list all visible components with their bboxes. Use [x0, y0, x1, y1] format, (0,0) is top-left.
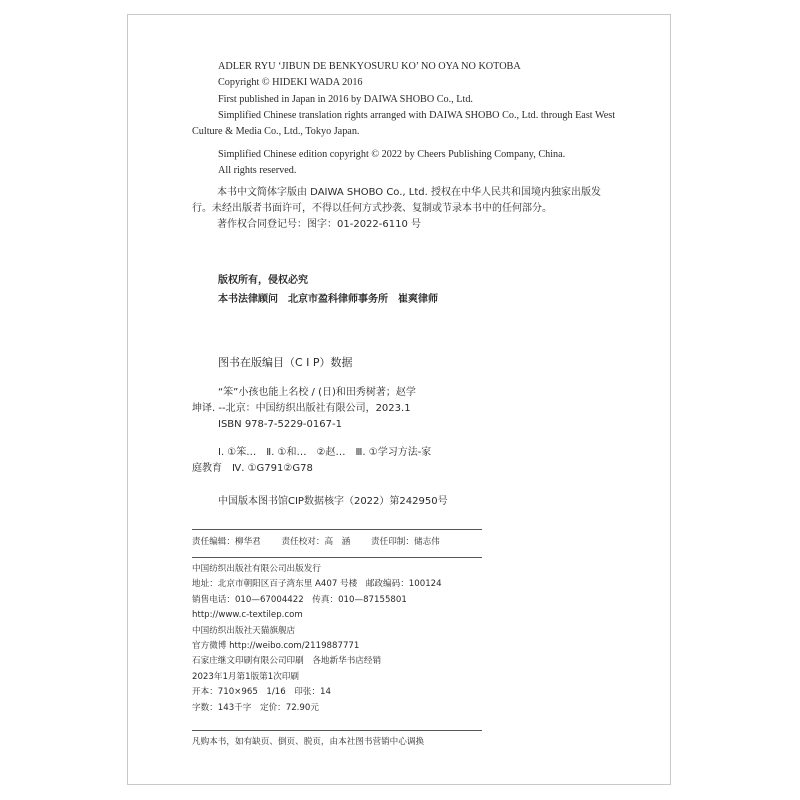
chinese-copyright-block	[192, 185, 632, 233]
cip-entry-block	[192, 385, 492, 433]
responsible-printing: 责任印制：储志伟	[371, 537, 440, 547]
cip-classification-line-2: 庭教育 Ⅳ. ①G791②G78	[192, 463, 313, 474]
contract-registration-number: 著作权合同登记号：图字：01-2022-6110 号	[217, 219, 422, 230]
edition-copyright-line: Simplified Chinese edition copyright © 2022 by Cheers Publishing Company, China.	[218, 149, 566, 160]
english-copyright-block	[192, 59, 638, 140]
translation-rights-line-wrap: Culture & Media Co., Ltd., Tokyo Japan.	[192, 126, 360, 138]
cip-number-line: 中国版本图书馆CIP数据核字（2022）第242950号	[218, 496, 448, 507]
edition-printing-line: 2023年1月第1版第1次印刷	[192, 671, 300, 682]
phone-fax-line: 销售电话：010—67004422 传真：010—87155801	[192, 594, 407, 605]
cip-entry-line-2: 坤译. --北京：中国纺织出版社有限公司，2023.1	[192, 403, 411, 414]
english-edition-block	[218, 147, 638, 180]
divider-top	[192, 529, 482, 530]
first-published-line: First published in Japan in 2016 by DAIWA SHOBO Co., Ltd.	[218, 93, 473, 105]
printer-line: 石家庄继文印刷有限公司印刷 各地新华书店经销	[192, 656, 382, 667]
original-title-line: ADLER RYU ‘JIBUN DE BENKYOSURU KO’ NO OYA NO KOTOBA	[218, 61, 521, 72]
cip-title: 图书在版编目（C I P）数据	[218, 356, 353, 369]
rights-block	[218, 271, 438, 309]
format-line: 开本：710×965 1/16 印张：14	[192, 687, 331, 698]
publisher-block	[192, 562, 492, 716]
chinese-license-line-1: 本书中文简体字版由 DAIWA SHOBO Co., Ltd. 授权在中华人民共和国境内独家出版发	[217, 187, 601, 198]
tmall-store-line: 中国纺织出版社天猫旗舰店	[192, 625, 296, 636]
all-rights-reserved-line: All rights reserved.	[218, 165, 297, 177]
isbn-line: ISBN 978-7-5229-0167-1	[218, 419, 342, 430]
editors-line	[192, 535, 492, 550]
rights-reserved-notice: 版权所有，侵权必究	[218, 275, 308, 286]
cip-entry-line-1: “笨”小孩也能上名校 / (日)和田秀树著；赵学	[218, 387, 416, 398]
weibo-line: 官方微博 http://weibo.com/2119887771	[192, 641, 360, 652]
replacement-notice: 凡购本书，如有缺页、倒页、脱页，由本社图书营销中心调换	[192, 737, 425, 747]
legal-counsel-line: 本书法律顾问 北京市盈科律师事务所 崔爽律师	[218, 294, 438, 305]
author-copyright-line: Copyright © HIDEKI WADA 2016	[218, 77, 363, 89]
footer-block	[192, 735, 492, 750]
divider-middle	[192, 557, 482, 558]
responsible-proofreader: 责任校对：高 涵	[281, 537, 351, 547]
translation-rights-line: Simplified Chinese translation rights arranged with DAIWA SHOBO Co., Ltd. through East West	[218, 109, 616, 121]
cip-classification-block	[192, 445, 492, 477]
address-line: 地址：北京市朝阳区百子湾东里 A407 号楼 邮政编码：100124	[192, 579, 442, 590]
website-line: http://www.c-textilep.com	[192, 610, 303, 621]
cip-number-block	[218, 494, 448, 510]
cip-classification-line-1: Ⅰ. ①笨… Ⅱ. ①和… ②赵… Ⅲ. ①学习方法-家	[218, 447, 432, 458]
wordcount-price-line: 字数：143千字 定价：72.90元	[192, 702, 319, 713]
divider-bottom	[192, 730, 482, 731]
chinese-license-line-2: 行。未经出版者书面许可，不得以任何方式抄袭、复制或节录本书中的任何部分。	[192, 203, 552, 214]
publisher-line: 中国纺织出版社有限公司出版发行	[192, 564, 321, 574]
responsible-editor: 责任编辑：柳华君	[192, 537, 261, 547]
